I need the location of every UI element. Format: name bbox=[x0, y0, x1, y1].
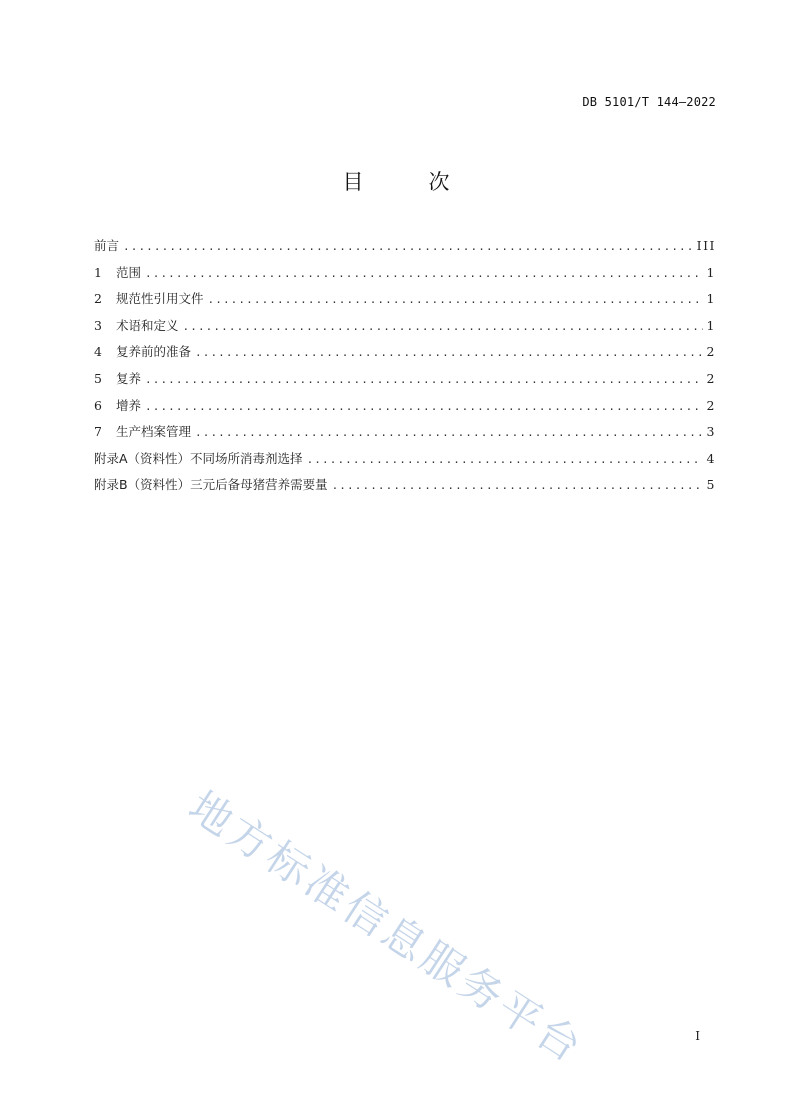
dot-leader bbox=[145, 373, 703, 386]
toc-entry-label: 复养 bbox=[116, 370, 142, 386]
dot-leader bbox=[183, 320, 703, 333]
dot-leader bbox=[195, 426, 703, 439]
dot-leader bbox=[123, 240, 693, 253]
toc-entry-page: 5 bbox=[706, 477, 716, 493]
toc-entry-number: 3 bbox=[94, 317, 102, 333]
toc-entry-restocking[interactable] bbox=[94, 369, 716, 396]
toc-entry-number: 6 bbox=[94, 397, 102, 413]
document-code: DB 5101/T 144—2022 bbox=[582, 95, 716, 109]
toc-entry-number: 5 bbox=[94, 370, 102, 386]
dot-leader bbox=[332, 479, 703, 492]
toc-entry-number: 4 bbox=[94, 344, 102, 360]
page-title: 目 次 bbox=[342, 170, 472, 194]
toc-entry-page: 4 bbox=[706, 450, 716, 466]
toc-entry-appendix-b[interactable] bbox=[94, 475, 716, 502]
toc-entry-expansion[interactable] bbox=[94, 396, 716, 423]
toc-entry-number: 7 bbox=[94, 424, 102, 440]
toc-entry-page: 2 bbox=[706, 370, 716, 386]
toc-entry-label: 前言 bbox=[94, 238, 120, 253]
toc-entry-number: 2 bbox=[94, 291, 102, 307]
toc-entry-appendix-a[interactable] bbox=[94, 449, 716, 476]
toc-entry-number: 1 bbox=[94, 264, 102, 280]
toc-entry-normative-references[interactable] bbox=[94, 289, 716, 316]
toc-entry-label: 附录B（资料性）三元后备母猪营养需要量 bbox=[94, 477, 328, 493]
page-number: I bbox=[695, 1029, 700, 1043]
toc-entry-production-records[interactable] bbox=[94, 422, 716, 449]
dot-leader bbox=[208, 293, 703, 306]
toc-entry-page: 1 bbox=[706, 291, 716, 307]
toc-entry-label: 术语和定义 bbox=[116, 317, 179, 333]
toc-entry-page: 1 bbox=[706, 317, 716, 333]
toc-entry-terms-definitions[interactable] bbox=[94, 316, 716, 343]
dot-leader bbox=[145, 400, 703, 413]
dot-leader bbox=[195, 346, 703, 359]
toc-entry-page: 2 bbox=[706, 397, 716, 413]
toc-entry-label: 生产档案管理 bbox=[116, 424, 192, 440]
toc-entry-preparation[interactable] bbox=[94, 342, 716, 369]
toc-entry-label: 范围 bbox=[116, 264, 142, 280]
toc-entry-scope[interactable] bbox=[94, 263, 716, 290]
toc-entry-label: 附录A（资料性）不同场所消毒剂选择 bbox=[94, 450, 303, 466]
toc-entry-label: 复养前的准备 bbox=[116, 344, 192, 360]
toc-entry-label: 规范性引用文件 bbox=[116, 291, 204, 307]
dot-leader bbox=[307, 453, 703, 466]
toc-entry-page: 3 bbox=[706, 424, 716, 440]
toc-entry-label: 增养 bbox=[116, 397, 142, 413]
toc-entry-page: 2 bbox=[706, 344, 716, 360]
watermark: 地方标准信息服务平台 bbox=[180, 781, 593, 1074]
toc-entry-foreword[interactable] bbox=[94, 236, 716, 263]
table-of-contents bbox=[94, 236, 716, 502]
dot-leader bbox=[145, 267, 703, 280]
toc-entry-page: 1 bbox=[706, 264, 716, 280]
toc-entry-page: III bbox=[696, 238, 716, 253]
